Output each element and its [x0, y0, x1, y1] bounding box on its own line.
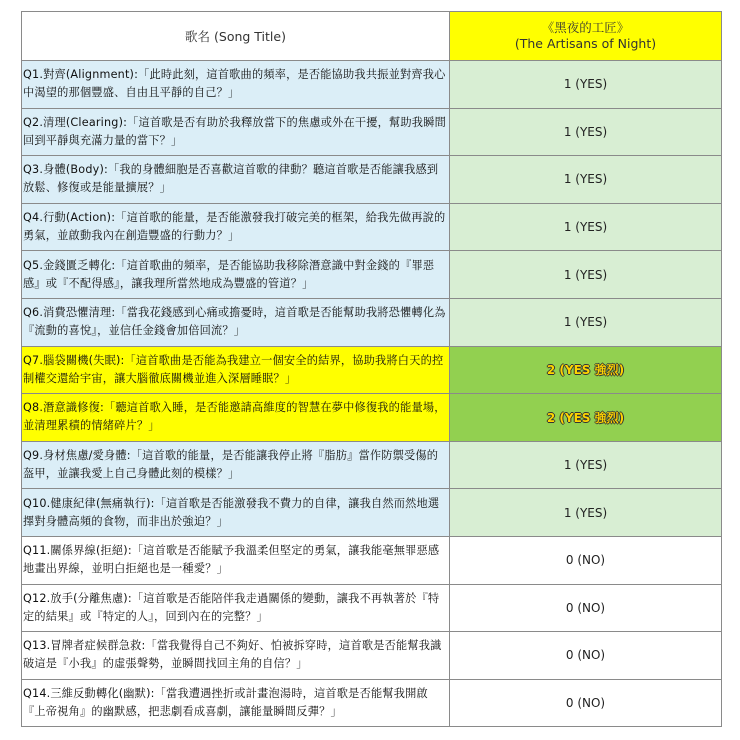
- question-cell: Q10.健康紀律(無痛執行):「這首歌是否能激發我不費力的自律，讓我自然而然地選擇對身體高頻的食物，而非出於強迫？」: [22, 489, 450, 537]
- answer-cell: 0 (NO): [450, 536, 722, 584]
- answer-cell: 1 (YES): [450, 108, 722, 156]
- answer-cell: 1 (YES): [450, 251, 722, 299]
- question-cell: Q9.身材焦慮/愛身體:「這首歌的能量，是否能讓我停止將『脂肪』當作防禦受傷的盔甲，並讓我愛上自己身體此刻的模樣？」: [22, 441, 450, 489]
- question-row: [22, 61, 722, 109]
- question-cell: Q5.金錢匱乏轉化:「這首歌曲的頻率，是否能協助我移除潛意識中對金錢的『罪惡感』或『不配得感』，讓我理所當然地成為豐盛的管道？」: [22, 251, 450, 299]
- song-evaluation-table: [21, 11, 722, 727]
- question-row: [22, 298, 722, 346]
- song-name-chinese: 《黑夜的工匠》: [541, 20, 630, 35]
- question-row: [22, 203, 722, 251]
- answer-cell: 1 (YES): [450, 156, 722, 204]
- song-name-english: (The Artisans of Night): [514, 36, 657, 51]
- answer-cell: 0 (NO): [450, 679, 722, 727]
- answer-cell: 1 (YES): [450, 203, 722, 251]
- question-row: [22, 536, 722, 584]
- question-row: [22, 489, 722, 537]
- question-cell: Q2.清理(Clearing):「這首歌是否有助於我釋放當下的焦慮或外在干擾，幫助我瞬間回到平靜與充滿力量的當下？」: [22, 108, 450, 156]
- answer-cell: 2 (YES 強烈): [450, 394, 722, 442]
- question-row: [22, 156, 722, 204]
- question-cell: Q13.冒牌者症候群急救:「當我覺得自己不夠好、怕被拆穿時，這首歌是否能幫我識破這是『小我』的虛張聲勢，並瞬間找回主角的自信？」: [22, 632, 450, 680]
- question-cell: Q7.腦袋關機(失眠):「這首歌曲是否能為我建立一個安全的結界，協助我將白天的控制權交還給宇宙，讓大腦徹底關機並進入深層睡眠？」: [22, 346, 450, 394]
- question-cell: Q14.三維反動轉化(幽默):「當我遭遇挫折或計畫泡湯時，這首歌是否能幫我開啟『上帝視角』的幽默感，把悲劇看成喜劇，讓能量瞬間反彈？」: [22, 679, 450, 727]
- question-row: [22, 441, 722, 489]
- answer-cell: 0 (NO): [450, 584, 722, 632]
- question-row: [22, 394, 722, 442]
- song-title-header: 歌名 (Song Title): [22, 12, 450, 61]
- header-row: [22, 12, 722, 61]
- question-cell: Q12.放手(分離焦慮):「這首歌是否能陪伴我走過關係的變動，讓我不再執著於『特定的結果』或『特定的人』，回到內在的完整？」: [22, 584, 450, 632]
- question-cell: Q6.消費恐懼清理:「當我花錢感到心痛或擔憂時，這首歌是否能幫助我將恐懼轉化為『流動的喜悅』，並信任金錢會加倍回流？」: [22, 298, 450, 346]
- answer-cell: 2 (YES 強烈): [450, 346, 722, 394]
- answer-cell: 1 (YES): [450, 61, 722, 109]
- answer-cell: 1 (YES): [450, 298, 722, 346]
- question-row: [22, 346, 722, 394]
- answer-cell: 1 (YES): [450, 441, 722, 489]
- song-name-header: [450, 12, 722, 61]
- question-cell: Q1.對齊(Alignment):「此時此刻，這首歌曲的頻率，是否能協助我共振並對齊我心中渴望的那個豐盛、自由且平靜的自己？」: [22, 61, 450, 109]
- question-row: [22, 679, 722, 727]
- question-cell: Q8.潛意識修復:「聽這首歌入睡，是否能邀請高維度的智慧在夢中修復我的能量場，並清理累積的情緒碎片？」: [22, 394, 450, 442]
- answer-cell: 1 (YES): [450, 489, 722, 537]
- answer-cell: 0 (NO): [450, 632, 722, 680]
- question-row: [22, 584, 722, 632]
- question-row: [22, 632, 722, 680]
- question-row: [22, 251, 722, 299]
- question-cell: Q11.關係界線(拒絕):「這首歌是否能賦予我溫柔但堅定的勇氣，讓我能毫無罪惡感地畫出界線，並明白拒絕也是一種愛？」: [22, 536, 450, 584]
- question-row: [22, 108, 722, 156]
- question-cell: Q4.行動(Action):「這首歌的能量，是否能激發我打破完美的框架，給我先做再說的勇氣，並啟動我內在創造豐盛的行動力？」: [22, 203, 450, 251]
- question-cell: Q3.身體(Body):「我的身體細胞是否喜歡這首歌的律動？聽這首歌是否能讓我感到放鬆、修復或是能量擴展？」: [22, 156, 450, 204]
